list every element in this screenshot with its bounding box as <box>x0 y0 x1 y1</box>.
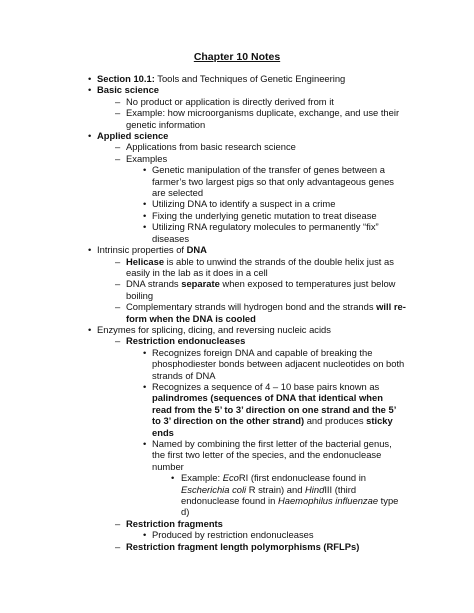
text-run: are selected <box>152 187 204 199</box>
text-run: III (third <box>324 483 357 495</box>
dash-marker: – <box>115 141 121 153</box>
outline-line <box>0 244 474 255</box>
text-run: Applications from basic research science <box>126 141 296 153</box>
bullet-marker: • <box>143 221 147 233</box>
outline-line <box>0 210 474 221</box>
text-run: Enzymes for splicing, dicing, and reversing nucleic acids <box>97 323 331 335</box>
outline-line <box>0 529 474 540</box>
text-run: Produced by restriction endonucleases <box>152 529 314 541</box>
text-run: Example: <box>181 472 223 484</box>
outline-line <box>0 290 474 301</box>
text-run: endonuclease found in <box>181 495 278 507</box>
text-run: sticky <box>366 415 393 427</box>
bullet-marker: • <box>143 438 147 449</box>
outline-line <box>0 221 474 232</box>
outline-line <box>0 404 474 415</box>
text-run: Restriction fragment length polymorphisms (RFLPs) <box>126 540 360 552</box>
text-run: to 3’ direction on the other strand) <box>152 415 305 427</box>
text-run: the first two letter of the species, and the endonuclease <box>152 449 382 461</box>
bullet-marker: • <box>88 244 92 256</box>
text-run: Intrinsic properties of <box>97 244 187 256</box>
text-run: will re- <box>376 301 406 313</box>
bullet-marker: • <box>143 198 147 210</box>
outline-line <box>0 73 474 84</box>
outline-line <box>0 233 474 244</box>
text-run: phosphodiester bonds between adjacent nucleotides on both <box>152 358 405 370</box>
text-run: Hind <box>305 483 325 495</box>
text-run: Section 10.1: <box>97 73 155 84</box>
outline-line <box>0 187 474 198</box>
bullet-marker: • <box>143 164 147 176</box>
text-run: d) <box>181 506 190 518</box>
text-run: DNA strands <box>126 278 182 290</box>
text-run: Recognizes foreign DNA and capable of breaking the <box>152 346 373 358</box>
outline-line <box>0 415 474 426</box>
outline-line <box>0 449 474 460</box>
bullet-marker: • <box>88 73 92 84</box>
bullet-marker: • <box>88 130 92 142</box>
outline-line <box>0 461 474 472</box>
outline-line <box>0 472 474 483</box>
text-run: Escherichia coli <box>181 483 247 495</box>
outline-line <box>0 130 474 141</box>
text-run: Tools and Techniques of Genetic Engineering <box>154 73 346 84</box>
outline-line <box>0 96 474 107</box>
dash-marker: – <box>115 95 121 107</box>
text-run: Restriction fragments <box>126 517 223 529</box>
dash-marker: – <box>115 278 121 290</box>
dash-marker: – <box>115 301 121 313</box>
outline-line <box>0 335 474 346</box>
text-run: Utilizing DNA to identify a suspect in a crime <box>152 198 336 210</box>
outline-line <box>0 301 474 312</box>
outline-line <box>0 84 474 95</box>
text-run: diseases <box>152 232 190 244</box>
outline-line <box>0 438 474 449</box>
text-run: number <box>152 460 184 472</box>
outline-line <box>0 256 474 267</box>
outline-line <box>0 506 474 517</box>
outline-line <box>0 324 474 335</box>
bullet-marker: • <box>143 346 147 358</box>
outline-line <box>0 392 474 403</box>
outline-line <box>0 164 474 175</box>
outline-line <box>0 381 474 392</box>
outline-line <box>0 153 474 164</box>
text-run: R strain) and <box>246 483 306 495</box>
dash-marker: – <box>115 152 121 164</box>
text-run: No product or application is directly derived from it <box>126 95 334 107</box>
bullet-marker: • <box>143 529 147 541</box>
text-run: separate <box>181 278 220 290</box>
outline-line <box>0 278 474 289</box>
text-run: is able to unwind the strands of the double helix just as <box>164 255 394 267</box>
outline-line <box>0 427 474 438</box>
text-run: Utilizing RNA regulatory molecules to permanently “fix” <box>152 221 379 233</box>
text-run: Basic science <box>97 84 160 96</box>
bullet-marker: • <box>88 323 92 335</box>
text-run: Recognizes a sequence of 4 – 10 base pairs known as <box>152 380 380 392</box>
outline-line <box>0 119 474 130</box>
outline-line <box>0 176 474 187</box>
text-run: palindromes (sequences of DNA that identical when <box>152 392 383 404</box>
text-run: read from the 5’ to 3’ direction on one strand and the 5’ <box>152 403 397 415</box>
text-run: Examples <box>126 152 168 164</box>
text-run: Named by combining the first letter of the bacterial genus, <box>152 438 392 449</box>
dash-marker: – <box>115 107 121 119</box>
outline-line <box>0 347 474 358</box>
outline-line <box>0 541 474 552</box>
text-run: boiling <box>126 289 154 301</box>
outline-line <box>0 313 474 324</box>
bullet-marker: • <box>143 209 147 221</box>
outline-line <box>0 495 474 506</box>
text-run: RI (first endonuclease found in <box>238 472 367 484</box>
page-title: Chapter 10 Notes <box>193 51 281 63</box>
text-run: strands of DNA <box>152 369 216 381</box>
outline-line <box>0 267 474 278</box>
text-run: genetic information <box>126 118 206 130</box>
dash-marker: – <box>115 540 121 552</box>
dash-marker: – <box>115 255 121 267</box>
text-run: Example: how microorganisms duplicate, exchange, and use their <box>126 107 400 119</box>
outline-line <box>0 358 474 369</box>
text-run: Eco <box>222 472 239 484</box>
dash-marker: – <box>115 335 121 347</box>
text-run: DNA <box>186 244 207 256</box>
outline-line <box>0 198 474 209</box>
text-run: easily in the lab as it does in a cell <box>126 266 268 278</box>
text-run: Helicase <box>126 255 165 267</box>
text-run: Complementary strands will hydrogen bond and the strands <box>126 301 377 313</box>
text-run: Restriction endonucleases <box>126 335 246 347</box>
dash-marker: – <box>115 517 121 529</box>
text-run: form when the DNA is cooled <box>126 312 256 324</box>
text-run: Fixing the underlying genetic mutation to treat disease <box>152 209 377 221</box>
outline-line <box>0 518 474 529</box>
bullet-marker: • <box>143 380 147 392</box>
text-run: Applied science <box>97 130 169 142</box>
notes-outline <box>0 73 474 552</box>
text-run: farmer’s two largest pigs so that only advantageous genes <box>152 175 394 187</box>
outline-line <box>0 370 474 381</box>
text-run: when exposed to temperatures just below <box>219 278 396 290</box>
text-run: Haemophilus influenzae <box>277 495 379 507</box>
text-run: ends <box>152 426 174 438</box>
bullet-marker: • <box>171 472 175 484</box>
text-run: and produces <box>304 415 367 427</box>
bullet-marker: • <box>88 84 92 96</box>
outline-line <box>0 141 474 152</box>
outline-line <box>0 107 474 118</box>
text-run: type <box>378 495 399 507</box>
outline-line <box>0 484 474 495</box>
text-run: Genetic manipulation of the transfer of genes between a <box>152 164 385 176</box>
